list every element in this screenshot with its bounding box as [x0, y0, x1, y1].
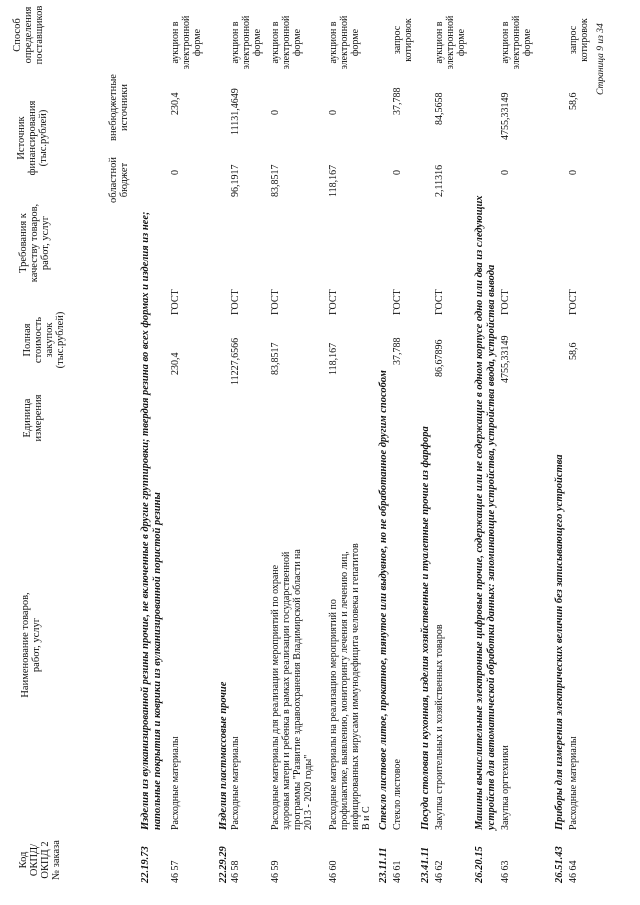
row-total: 58,6	[568, 342, 579, 360]
row-number: 46 57	[170, 860, 181, 883]
row-method	[170, 10, 203, 75]
row-requirements: ГОСТ	[392, 289, 403, 315]
row-name: Закупка строительных и хозяйственных товаров	[434, 624, 445, 830]
header-funding-line: (тыс.рублей)	[38, 109, 49, 167]
row-regional: 0	[500, 170, 511, 175]
header-name-line: Наименование товаров,	[20, 592, 31, 698]
header-unit-line: измерения	[33, 394, 44, 442]
row-method-line: форме	[192, 28, 203, 57]
header-method	[12, 0, 45, 75]
row-method-line: электронной	[241, 15, 252, 70]
row-regional: 96,1917	[230, 164, 241, 197]
row-method	[434, 10, 467, 75]
header-funding-extra-line: внебюджетные	[108, 74, 119, 141]
header-total-line: Полная	[22, 323, 33, 357]
header-total-line: (тыс.рублей)	[55, 311, 66, 369]
header-code-line: Код	[18, 851, 29, 869]
section-code: 26.20.15	[474, 846, 485, 883]
row-extra: 11131,4649	[230, 88, 241, 135]
row-method-line: аукцион в	[434, 21, 445, 64]
section-title-line: напольные покрытия и коврики из вулканизированной пористой резины	[152, 492, 163, 830]
row-method	[270, 10, 303, 75]
page-footer: Страница 9 из 34	[596, 23, 606, 95]
row-name-line: инфицированных вирусами иммунодефицита человека и гепатитов	[350, 543, 361, 830]
row-number: 46 59	[270, 860, 281, 883]
row-method-line: электронной	[445, 15, 456, 70]
section-title-line: Машины вычислительные электронные цифровые прочие, содержащие или не содержащие в одном корпусе одно или два из следующих	[474, 195, 485, 830]
section-code: 22.19.73	[140, 846, 151, 883]
header-code	[18, 835, 62, 885]
row-name-line: Расходные материалы на реализацию мероприятий по	[328, 599, 339, 830]
header-code-line: ОКПД/	[29, 843, 40, 877]
row-total: 230,4	[170, 352, 181, 375]
header-requirements-line: работ, услуг	[40, 215, 51, 271]
section-title-line: Изделия из вулканизированной резины прочие, не включенные в другие группировки; твердая резина во всех формах и изделия из нее;	[140, 211, 151, 830]
header-requirements-line: качеству товаров,	[29, 203, 40, 283]
section-title-line: Приборы для измерения электрических величин без записывающего устройства	[554, 454, 565, 830]
header-funding-regional	[108, 150, 130, 210]
row-regional: 0	[568, 170, 579, 175]
row-number: 46 60	[328, 860, 339, 883]
row-method-line: котировок	[579, 18, 590, 62]
header-total-line: стоимость	[33, 316, 44, 364]
header-funding-extra	[108, 70, 130, 145]
row-extra: 0	[328, 110, 339, 115]
header-requirements	[18, 193, 51, 293]
row-name: Расходные материалы	[230, 736, 241, 830]
header-funding-line: финансирования	[27, 100, 38, 176]
row-method	[500, 10, 533, 75]
row-number: 46 62	[434, 860, 445, 883]
row-requirements: ГОСТ	[568, 289, 579, 315]
header-method-line: определения	[23, 6, 34, 64]
row-method-line: аукцион в	[328, 21, 339, 64]
row-method-line: котировок	[403, 18, 414, 62]
row-requirements: ГОСТ	[434, 289, 445, 315]
row-method-line: аукцион в	[230, 21, 241, 64]
row-number: 46 64	[568, 860, 579, 883]
row-extra: 84,5658	[434, 92, 445, 125]
section-title-line: Изделия пластмассовые прочие	[218, 681, 229, 830]
row-total: 86,67896	[434, 339, 445, 377]
header-unit-line: Единица	[22, 398, 33, 438]
section-code: 23.11.11	[378, 847, 389, 883]
row-requirements: ГОСТ	[500, 289, 511, 315]
header-code-line: ОКПД 2	[40, 841, 51, 879]
row-total: 83,8517	[270, 342, 281, 375]
header-funding-regional-line: бюджет	[119, 162, 130, 198]
row-method-line: форме	[456, 28, 467, 57]
row-name-line: программы "Развитие здравоохранения Владимирской области на	[292, 549, 303, 830]
row-total: 118,167	[328, 342, 339, 375]
header-method-line: поставщиков	[34, 5, 45, 65]
section-code: 23.41.11	[420, 846, 431, 883]
row-regional: 2,11316	[434, 164, 445, 197]
row-name: Расходные материалы	[170, 736, 181, 830]
header-funding-line: Источник	[16, 116, 27, 160]
row-method-line: электронной	[339, 15, 350, 70]
row-method-line: запрос	[392, 25, 403, 55]
row-method-line: форме	[522, 28, 533, 57]
row-method-line: запрос	[568, 25, 579, 55]
header-total	[22, 300, 66, 380]
row-extra: 37,788	[392, 87, 403, 115]
section-title-line: Стекло листовое литое, прокатное, тянутое или выдувное, но не обработанное другим способом	[378, 370, 389, 830]
row-extra: 0	[270, 110, 281, 115]
row-method-line: аукцион в	[170, 21, 181, 64]
row-method-line: аукцион в	[500, 21, 511, 64]
row-requirements: ГОСТ	[230, 289, 241, 315]
row-total: 37,788	[392, 337, 403, 365]
header-code-line: № заказа	[51, 840, 62, 880]
row-name: Закупка оргтехники	[500, 745, 511, 830]
row-requirements: ГОСТ	[170, 289, 181, 315]
row-regional: 83,8517	[270, 164, 281, 197]
section-title-line: Посуда столовая и кухонная, изделия хозяйственные и туалетные прочие из фарфора	[420, 426, 431, 830]
row-method	[328, 10, 361, 75]
row-total: 11227,6566	[230, 337, 241, 385]
row-name-line: Расходные материалы для реализации мероприятий по охране	[270, 564, 281, 830]
row-name	[328, 543, 372, 830]
row-method	[392, 10, 414, 70]
header-name-line: работ, услуг	[31, 617, 42, 673]
row-name-line: здоровья матери и ребенка в рамках реализации государственной	[281, 551, 292, 830]
row-name-line: В и С	[361, 806, 372, 830]
row-extra: 230,4	[170, 92, 181, 115]
row-total: 4755,33149	[500, 335, 511, 383]
row-name: Расходные материалы	[568, 736, 579, 830]
header-unit	[22, 383, 44, 453]
header-name	[20, 545, 42, 745]
row-requirements: ГОСТ	[328, 289, 339, 315]
header-funding	[16, 83, 49, 193]
row-extra: 4755,33149	[500, 92, 511, 140]
header-funding-regional-line: областной	[108, 157, 119, 203]
row-extra: 58,6	[568, 92, 579, 110]
row-method-line: электронной	[281, 15, 292, 70]
row-requirements: ГОСТ	[270, 289, 281, 315]
section-title-line: устройств для автоматической обработки данных: запоминающие устройства, устройства ввода, устройства вывода	[486, 264, 497, 830]
row-method-line: форме	[292, 28, 303, 57]
row-method	[230, 10, 263, 75]
row-name-line: профилактике, выявлению, мониторингу лечения и лечению лиц,	[339, 551, 350, 830]
header-total-line: закупок	[44, 322, 55, 358]
section-code: 22.29.29	[218, 846, 229, 883]
row-regional: 0	[392, 170, 403, 175]
row-number: 46 58	[230, 860, 241, 883]
row-method-line: форме	[350, 28, 361, 57]
row-method-line: форме	[252, 28, 263, 57]
row-regional: 118,167	[328, 164, 339, 197]
header-requirements-line: Требования к	[18, 213, 29, 273]
section-code: 26.51.43	[554, 846, 565, 883]
row-number: 46 63	[500, 860, 511, 883]
row-regional: 0	[170, 170, 181, 175]
header-method-line: Способ	[12, 18, 23, 52]
row-name	[270, 549, 314, 830]
row-method	[568, 10, 590, 70]
row-name-line: 2013 - 2020 годы"	[303, 754, 314, 830]
header-funding-extra-line: источники	[119, 84, 130, 131]
row-name: Стекло листовое	[392, 759, 403, 830]
row-method-line: аукцион в	[270, 21, 281, 64]
row-method-line: электронной	[511, 15, 522, 70]
row-number: 46 61	[392, 860, 403, 883]
row-method-line: электронной	[181, 15, 192, 70]
